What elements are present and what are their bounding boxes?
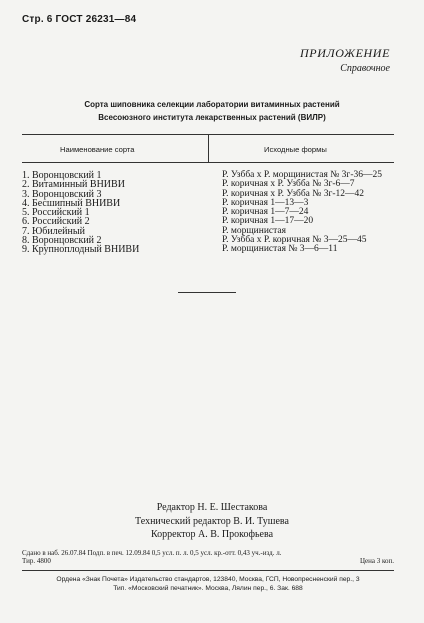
table-cell-origin: Р. морщинистая bbox=[222, 225, 286, 236]
table-cell-variety: 5. Российский 1 bbox=[22, 207, 90, 219]
variety-column bbox=[22, 171, 139, 255]
technical-editor-line: Технический редактор В. И. Тушева bbox=[135, 515, 289, 527]
column-header-origin: Исходные формы bbox=[264, 145, 327, 154]
table-cell-origin: Р. Узбба х Р. коричная № 3—25—45 bbox=[222, 235, 367, 246]
imprint-print-run: Тир. 4800 bbox=[22, 557, 51, 566]
print-imprint bbox=[22, 549, 394, 566]
table-cell-origin: Р. коричная х Р. Узбба № 3г-12—42 bbox=[222, 188, 365, 199]
appendix-subtitle: Справочное bbox=[340, 63, 390, 74]
table-column-divider bbox=[208, 134, 209, 162]
editor-line: Редактор Н. Е. Шестакова bbox=[156, 502, 268, 513]
table-cell-variety: 4. Бесшипный ВНИВИ bbox=[22, 197, 121, 209]
table-cell-origin: Р. морщинистая № 3—6—11 bbox=[222, 244, 338, 255]
footer-rule bbox=[22, 570, 394, 571]
title-line-2: Всесоюзного института лекарственных растений (ВИЛР) bbox=[98, 113, 326, 122]
document-title bbox=[0, 98, 424, 124]
table-cell-origin: Р. коричная 1—7—24 bbox=[222, 207, 309, 218]
imprint-price: Цена 3 коп. bbox=[359, 557, 394, 566]
table-cell-variety: 8. Воронцовский 2 bbox=[22, 235, 102, 247]
editors-block bbox=[0, 501, 424, 542]
table-cell-variety: 9. Крупноплодный ВНИВИ bbox=[22, 244, 140, 256]
appendix-label bbox=[300, 46, 390, 74]
table-cell-origin: Р. Узбба х Р. морщинистая № 3г-36—25 bbox=[222, 170, 382, 180]
publisher-line: Ордена «Знак Почета» Издательство стандартов, 123840, Москва, ГСП, Новопресненский пер., 3 bbox=[56, 576, 360, 583]
table-cell-variety: 3. Воронцовский 3 bbox=[22, 188, 102, 200]
table-cell-origin: Р. коричная 1—13—3 bbox=[222, 197, 309, 208]
imprint-dates: Сдано в наб. 26.07.84 Подп. в печ. 12.09.84 0,5 усл. п. л. 0,5 усл. кр.-отт. 0,43 уч.-изд. л. bbox=[22, 549, 282, 557]
table-cell-variety: 7. Юбилейный bbox=[22, 225, 85, 237]
printer-line: Тип. «Московский печатник». Москва, Лялин пер., 6. Зак. 688 bbox=[113, 584, 303, 592]
title-line-1: Сорта шиповника селекции лаборатории витаминных растений bbox=[84, 100, 340, 109]
table-header-rule bbox=[22, 162, 394, 163]
proofreader-line: Корректор А. В. Прокофьева bbox=[150, 529, 274, 540]
table-cell-origin: Р. коричная х Р. Узбба № 3г-6—7 bbox=[222, 179, 355, 190]
page-header: Стр. 6 ГОСТ 26231—84 bbox=[22, 14, 137, 25]
section-separator bbox=[178, 292, 236, 293]
table-cell-origin: Р. коричная 1—17—20 bbox=[222, 216, 314, 227]
table-cell-variety: 2. Витаминный ВНИВИ bbox=[22, 179, 125, 191]
table-cell-variety: 1. Воронцовский 1 bbox=[22, 170, 102, 181]
appendix-title: ПРИЛОЖЕНИЕ bbox=[300, 46, 390, 60]
table-cell-variety: 6. Российский 2 bbox=[22, 216, 90, 228]
origin-column bbox=[222, 171, 382, 255]
publisher-footer bbox=[22, 576, 394, 593]
column-header-variety: Наименование сорта bbox=[60, 145, 135, 154]
